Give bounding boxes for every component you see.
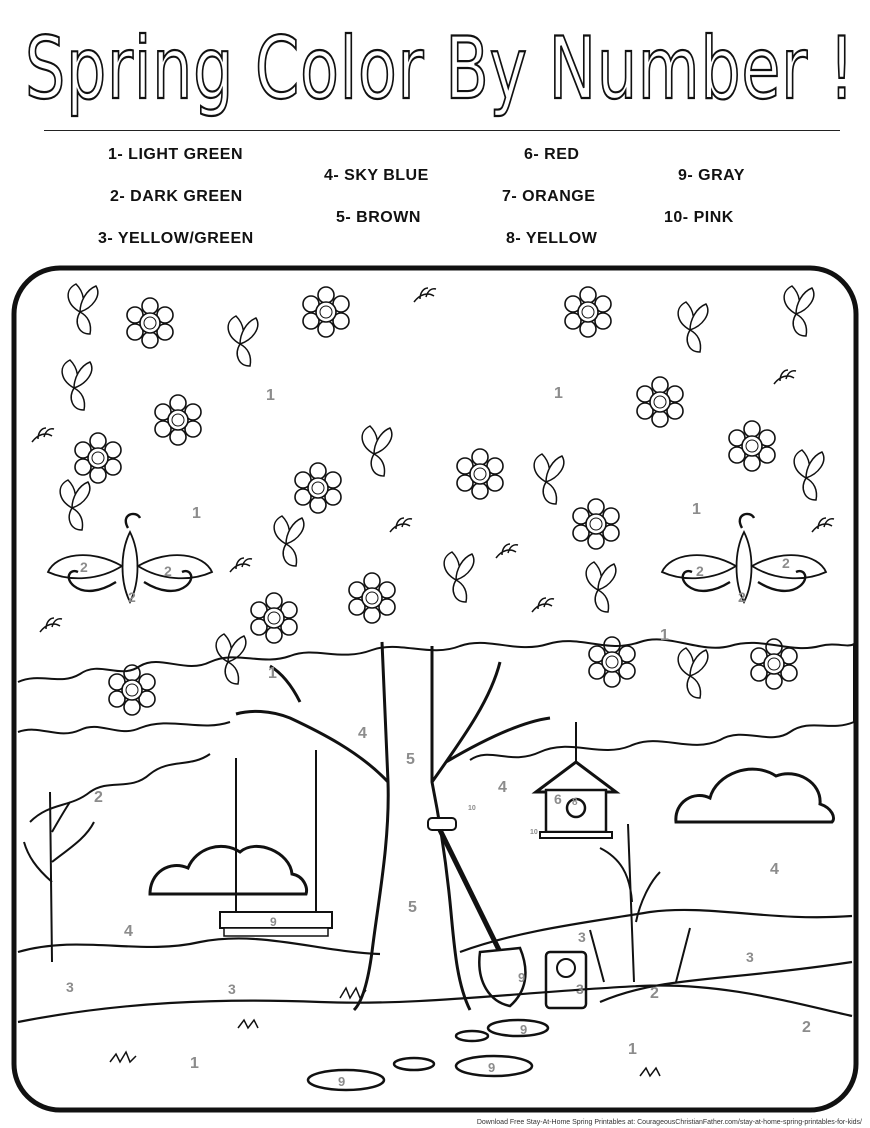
region-number: 2 [80, 559, 88, 575]
region-number: 2 [164, 563, 172, 579]
legend-item-dark-green: 2- DARK GREEN [110, 188, 243, 205]
region-number: 4 [770, 861, 779, 878]
region-number: 3 [746, 949, 754, 965]
region-number: 1 [554, 385, 563, 402]
region-number: 10 [468, 805, 476, 812]
region-number: 9 [520, 1022, 528, 1037]
coloring-scene [0, 262, 870, 1118]
region-number: 9 [270, 915, 277, 929]
legend-item-red: 6- RED [524, 146, 580, 163]
region-number: 9 [488, 1060, 496, 1075]
region-number: 2 [94, 789, 103, 806]
region-number: 10 [530, 829, 538, 836]
legend-item-yellow-green: 3- YELLOW/GREEN [98, 230, 254, 247]
region-number: 2 [738, 589, 746, 605]
region-number: 2 [782, 555, 790, 571]
watering-can [546, 952, 586, 1008]
region-number: 2 [802, 1019, 811, 1036]
region-number: 2 [650, 985, 659, 1002]
region-number: 1 [660, 627, 669, 644]
region-number: 3 [66, 979, 74, 995]
region-number: 1 [628, 1041, 637, 1058]
region-number: 1 [268, 665, 277, 682]
region-number: 4 [358, 725, 367, 742]
region-number: 3 [578, 929, 586, 945]
footer-credit: Download Free Stay-At-Home Spring Printables at: CourageousChristianFather.com/stay-at-home-spring-printables-for-kids/ [476, 1119, 862, 1126]
region-number: 2 [696, 563, 704, 579]
legend-item-pink: 10- PINK [664, 209, 734, 226]
legend-item-orange: 7- ORANGE [502, 188, 596, 205]
region-number: 4 [124, 923, 133, 940]
page-title-text: Spring Color By Number ! [25, 19, 855, 119]
region-number: 1 [266, 387, 275, 404]
region-number: 4 [498, 779, 507, 796]
region-number: 1 [192, 505, 201, 522]
region-number: 5 [406, 751, 415, 768]
legend-item-light-green: 1- LIGHT GREEN [108, 146, 244, 163]
region-number: 1 [190, 1055, 199, 1072]
region-number: 9 [518, 970, 526, 985]
legend-item-brown: 5- BROWN [336, 209, 421, 226]
region-number: 2 [128, 589, 136, 605]
legend-item-sky-blue: 4- SKY BLUE [324, 167, 429, 184]
legend-item-yellow: 8- YELLOW [506, 230, 598, 247]
region-number: 6 [554, 791, 562, 807]
title-divider [44, 130, 840, 131]
region-number: 1 [692, 501, 701, 518]
region-number: 5 [408, 899, 417, 916]
legend-item-gray: 9- GRAY [678, 167, 745, 184]
region-number: 9 [338, 1074, 346, 1089]
region-number: 3 [228, 981, 236, 997]
page-title [0, 0, 870, 130]
region-number: 8 [572, 797, 578, 808]
region-number: 3 [576, 981, 584, 997]
